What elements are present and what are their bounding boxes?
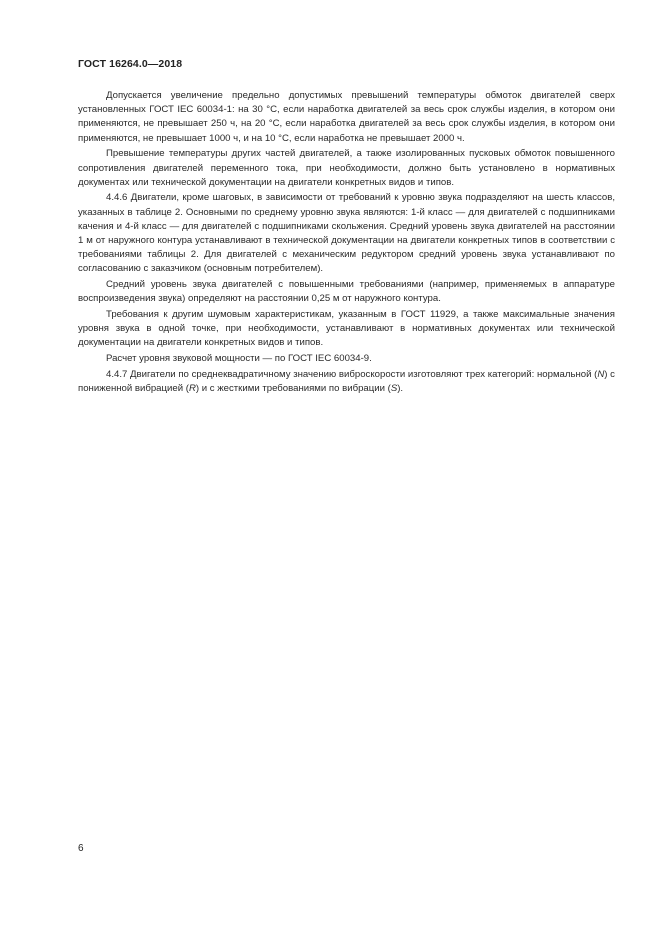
vibration-text-part-3: ) и с жесткими требованиями по вибрации ( (195, 383, 391, 395)
vibration-text-part-2: ) с пониженной вибрацией ( (78, 368, 615, 395)
paragraph-vibration-categories (78, 368, 615, 396)
vibration-text-end: ). (397, 383, 404, 395)
vibration-category-s: S (390, 383, 398, 395)
paragraph-sound-increased-requirements: Средний уровень звука двигателей с повышенными требованиями (например, применяемых в аппаратуре воспроизведения звука) определяют на расстоянии 0,25 м от наружного контура. (78, 279, 615, 305)
paragraph-sound-power-calculation: Расчет уровня звуковой мощности — по ГОСТ IEC 60034-9. (106, 353, 372, 365)
vibration-category-r: R (188, 383, 196, 395)
paragraph-sound-classes: 4.4.6 Двигатели, кроме шаговых, в зависимости от требований к уровню звука подразделяют на шесть классов, указанных в таблице 2. Основными по среднему уровню звука являются: 1-й класс — для двигателей с подшипниками качения и 4-й класс — для двигателей с подшипниками скольжения. Средний уровень звука двигателей на расстоянии 1 м от наружного контура устанавливают в технической документации на двигатели конкретных типов в соответствии с требованиями таблицы 2. Для двигателей с механическим редуктором средний уровень звука устанавливают по согласованию с заказчиком (основным потребителем). (78, 192, 615, 275)
paragraph-other-parts-temperature: Превышение температуры других частей двигателей, а также изолированных пусковых обмоток повышенного сопротивления двигателей переменного тока, при необходимости, должно быть установлено в нормативных документах или технической документации на двигатели конкретных видов и типов. (78, 148, 615, 188)
document-header: ГОСТ 16264.0—2018 (78, 58, 183, 70)
paragraph-winding-temperature: Допускается увеличение предельно допустимых превышений температуры обмоток двигателей сверх установленных ГОСТ IEC 60034-1: на 30 °C, если наработка двигателей за весь срок службы изделия, в котором они применяются, не превышает 250 ч, на 20 °C, если наработка двигателей за весь срок службы изделия, в котором они применяются, не превышает 1000 ч, и на 10 °C, если наработка не превышает 2000 ч. (78, 90, 615, 144)
page-number: 6 (78, 843, 84, 854)
document-body (78, 89, 615, 396)
vibration-category-n: N (597, 368, 605, 380)
paragraph-noise-characteristics: Требования к другим шумовым характеристикам, указанным в ГОСТ 11929, а также максимальные значения уровня звука в одной точке, при необходимости, устанавливают в нормативных документах или технической документации на двигатели конкретных видов и типов. (78, 309, 615, 349)
vibration-text-part-1: 4.4.7 Двигатели по среднеквадратичному значению виброскорости изготовляют трех категорий: нормальной ( (106, 368, 598, 380)
